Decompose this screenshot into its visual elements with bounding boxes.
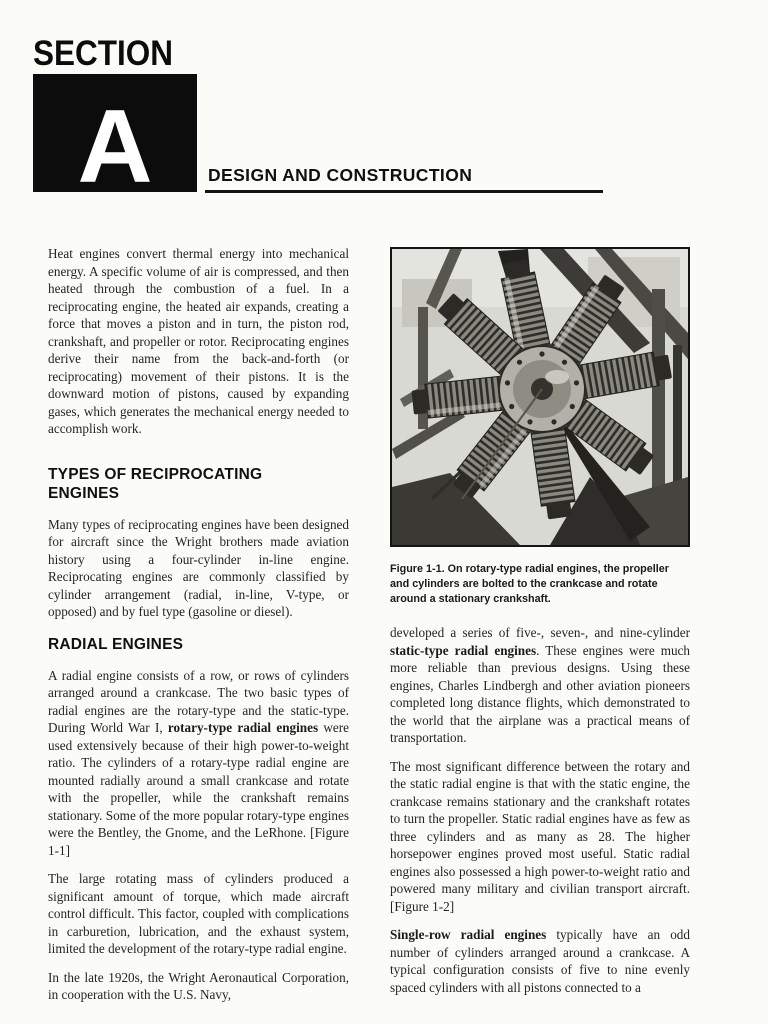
figure-1-1-photo bbox=[390, 247, 690, 547]
section-letter-box bbox=[33, 74, 197, 205]
single-row-paragraph bbox=[390, 926, 690, 996]
intro-paragraph: Heat engines convert thermal energy into mechanical energy. A specific volume of air is compressed, and then heated through the combustion of a fuel. In a reciprocating engine, the heated air expands, creating a force that moves a piston and in turn, the piston rod, crankshaft, and propeller or rotor. Reciprocating engines derive their name from the back-and-forth (or reciprocating) movement of their pistons. It is the downward motion of pistons, caused by expanding gases, which generates the mechanical energy needed to accomplish work. bbox=[48, 246, 349, 436]
figure-1-1-caption: Figure 1-1. On rotary-type radial engines, the propeller and cylinders are bolted to the crankcase and rotate around a stationary crankshaft. bbox=[390, 563, 669, 605]
difference-paragraph: The most significant difference between the rotary and the static radial engine is that with the static engine, the crankcase remains stationary and the crankshaft rotates to turn the propeller. Static radial engines have as few as three cylinders and as many as 28. The higher horsepower engines proved most useful. Static radial engines also possessed a high power-to-weight ratio and powered many military and civilian transport aircraft. [Figure 1-2] bbox=[390, 758, 690, 914]
paragraph-text: developed a series of five-, seven-, and nine-cylinder bbox=[390, 625, 690, 640]
section-letter: A bbox=[77, 88, 153, 205]
section-label: SECTION bbox=[33, 34, 174, 73]
paragraph-text: A radial engine consists of a row, or rows of cylinders arranged around a crankcase. The two basic types of radial engines are the rotary-type and the static-type. During World War I, bbox=[48, 667, 349, 735]
wright-paragraph: In the late 1920s, the Wright Aeronautical Corporation, in cooperation with the U.S. Navy, bbox=[48, 969, 349, 1002]
types-paragraph: Many types of reciprocating engines have been designed for aircraft since the Wright brothers made aviation history using a four-cylinder in-line engine. Reciprocating engines are commonly classified by cylinder arrangement (radial, in-line, V-type, or opposed) and by fuel type (gasoline or diesel). bbox=[48, 516, 349, 619]
radial-engine-illustration bbox=[392, 249, 688, 545]
bold-term-static: static-type radial engines bbox=[390, 642, 537, 658]
paragraph-text: typically have an odd number of cylinders arranged around a crankcase. A typical configuration consists of five to nine evenly spaced cylinders with all pistons connected to a bbox=[390, 927, 690, 995]
bold-term-rotary: rotary-type radial engines bbox=[167, 720, 319, 735]
chapter-title: DESIGN AND CONSTRUCTION bbox=[208, 165, 473, 185]
radial-engines-heading: RADIAL ENGINES bbox=[48, 635, 184, 653]
radial-engines-paragraph bbox=[48, 667, 349, 860]
right-column bbox=[390, 247, 690, 1007]
static-radial-paragraph bbox=[390, 624, 690, 747]
paragraph-text: . These engines were much more reliable than previous designs. Using these engines, Charles Lindbergh and other aviation pioneers completed long distance flights, which demonstrated to the world that the airplane was a practical means of transportation. bbox=[390, 642, 690, 745]
types-heading: TYPES OF RECIPROCATING ENGINES bbox=[48, 465, 263, 502]
paragraph-text: were used extensively because of their high power-to-weight ratio. The cylinders of a rotary-type radial engine are mounted radially around a small crankcase and rotate with the propeller, while the crankshaft remains stationary. Some of the more popular rotary-type engines were the Bentley, the Gnome, and the LeRhone. [Figure 1-1] bbox=[48, 720, 349, 858]
bold-term-single-row: Single-row radial engines bbox=[390, 927, 547, 942]
title-underline bbox=[205, 190, 603, 193]
figure-1-1 bbox=[390, 247, 690, 607]
left-column bbox=[48, 245, 349, 1015]
torque-paragraph: The large rotating mass of cylinders produced a significant amount of torque, which made aircraft control difficult. This factor, coupled with complications in carburetion, lubrication, and the exhaust system, limited the development of the rotary-type radial engine. bbox=[48, 871, 349, 956]
